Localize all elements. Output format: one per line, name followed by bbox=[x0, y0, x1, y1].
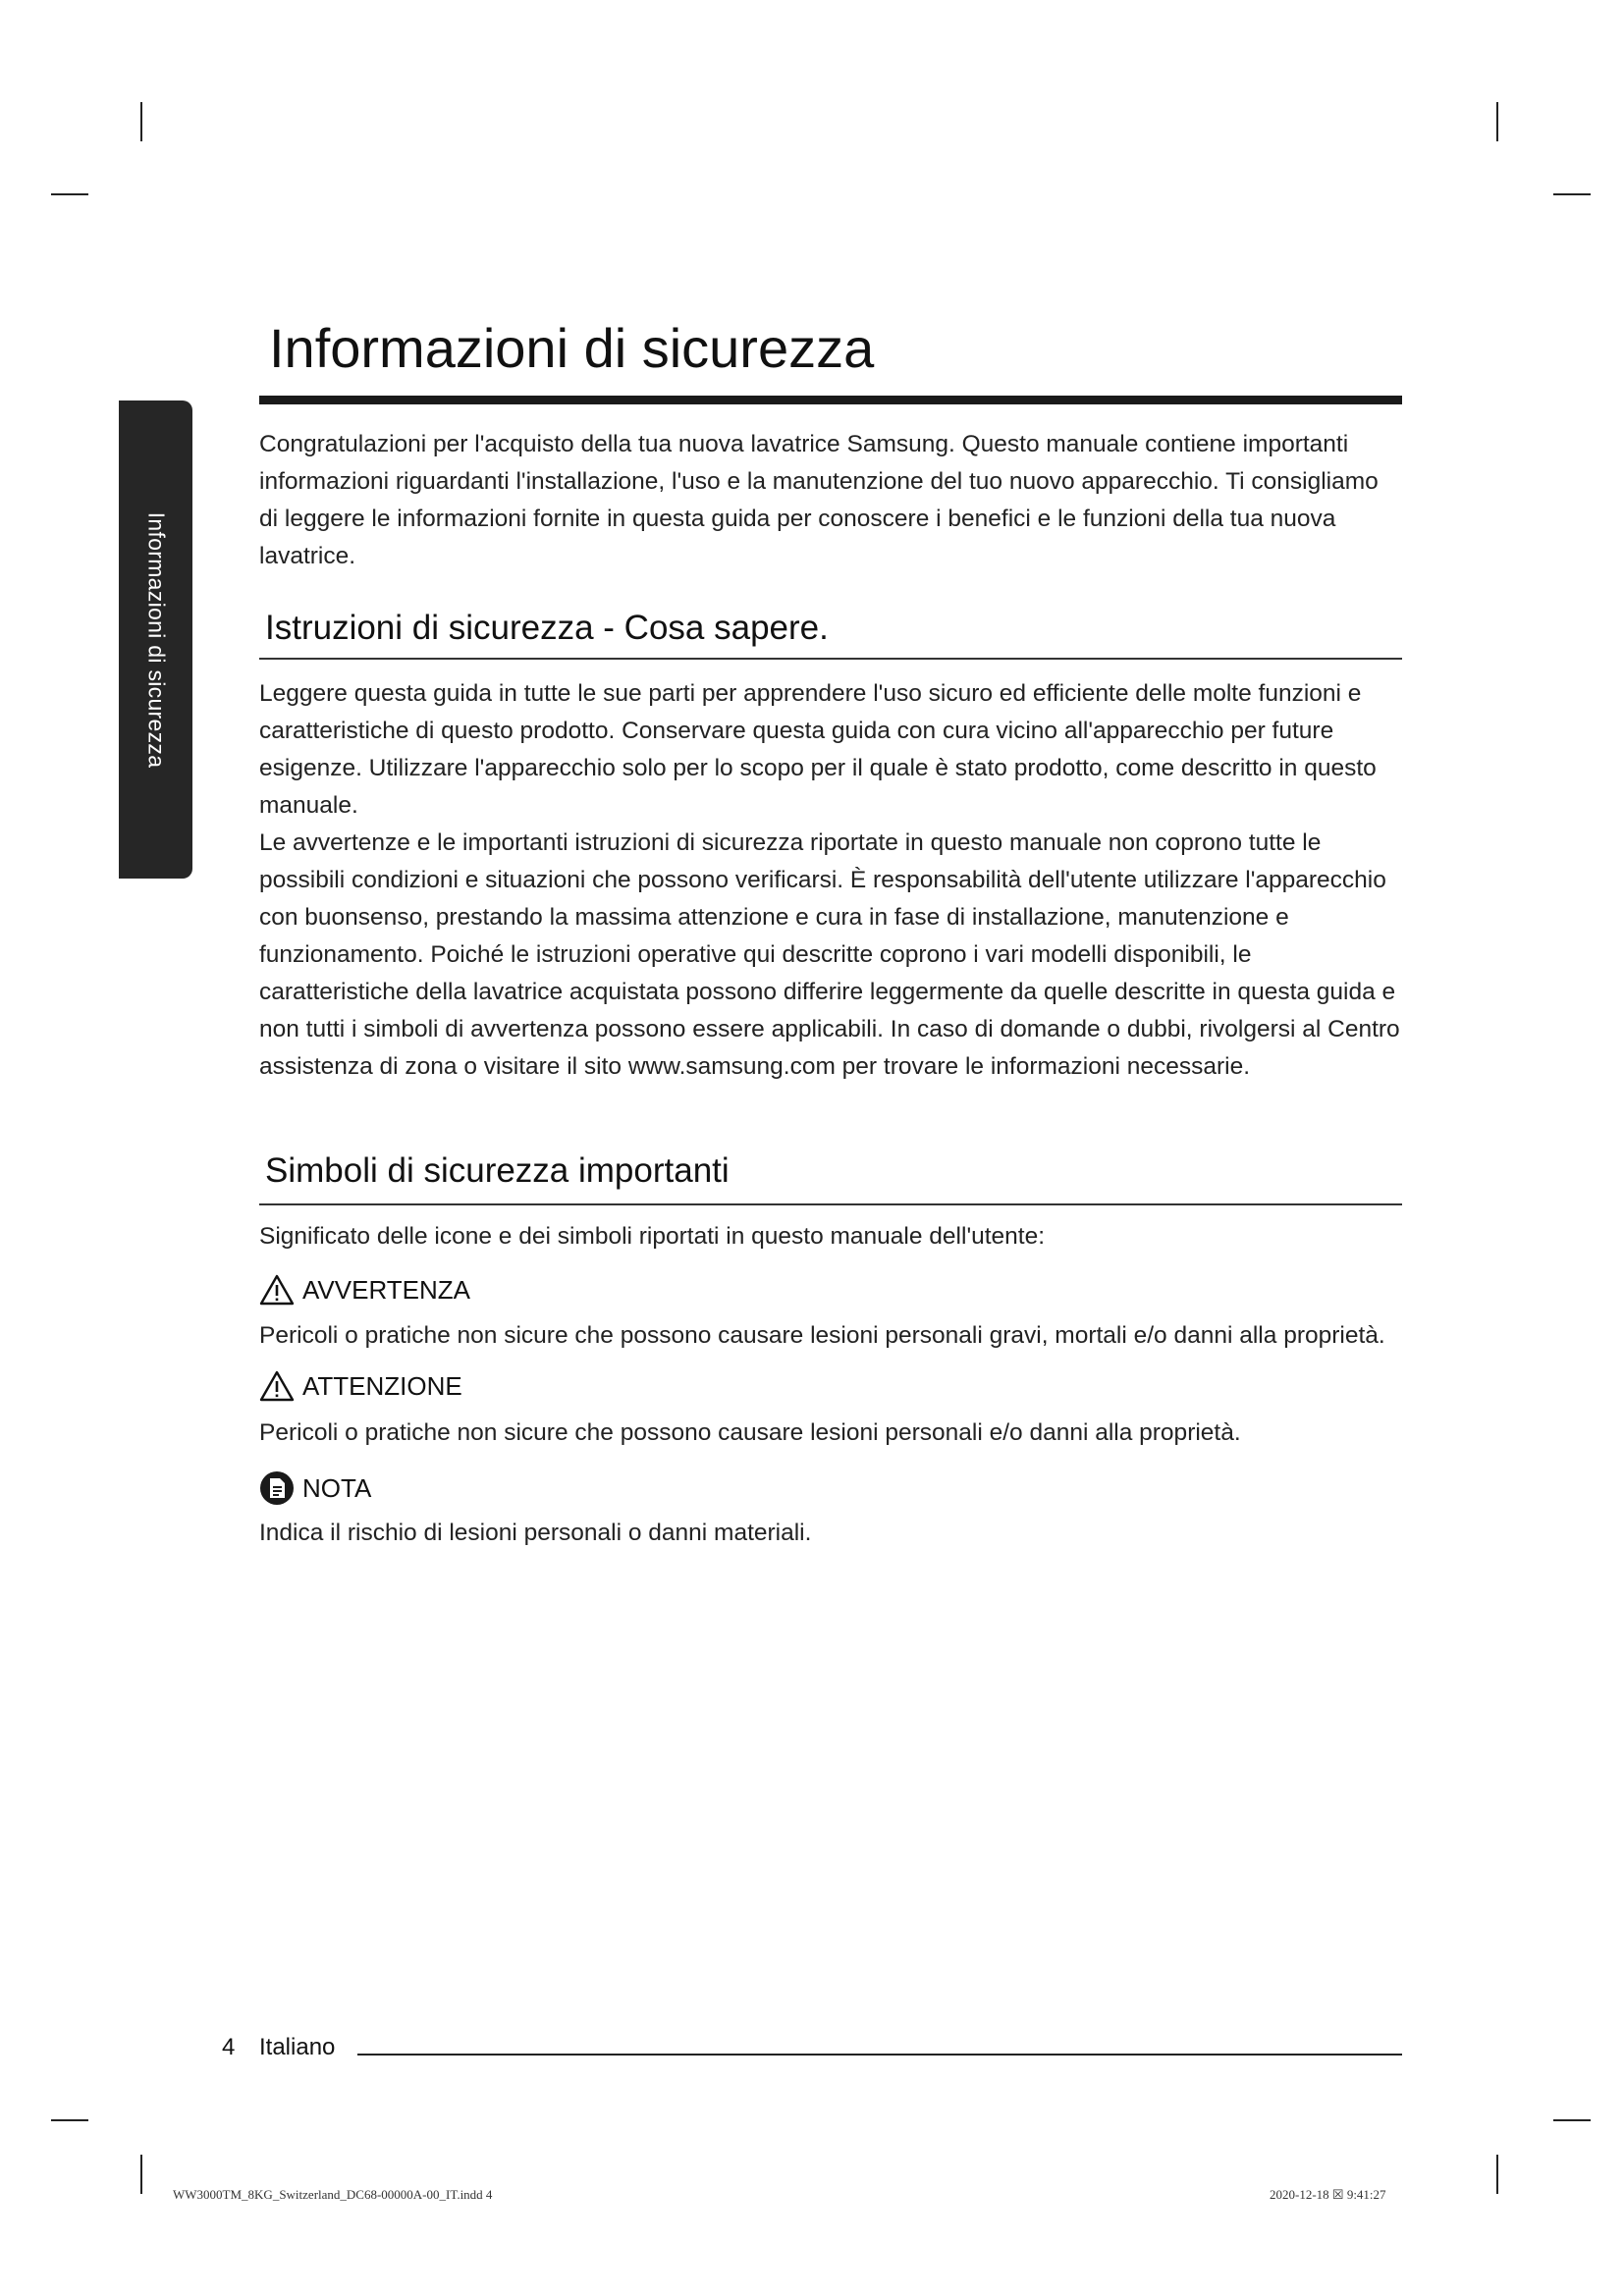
title-rule bbox=[259, 396, 1402, 404]
safety-paragraph-1: Leggere questa guida in tutte le sue parti per apprendere l'uso sicuro ed efficiente delle molte funzioni e caratteristiche di questo prodotto. Conservare questa guida con cura vicino all'apparecchio per future esigenze. Utilizzare l'apparecchio solo per lo scopo per il quale è stato prodotto, come descritto in questo manuale. bbox=[259, 680, 1377, 819]
print-slug-file: WW3000TM_8KG_Switzerland_DC68-00000A-00_IT.indd 4 bbox=[173, 2187, 493, 2202]
warning-triangle-icon bbox=[259, 1274, 295, 1306]
section-heading-safety-symbols: Simboli di sicurezza importanti bbox=[265, 1151, 730, 1190]
intro-block bbox=[259, 426, 1402, 575]
side-section-tab-label: Informazioni di sicurezza bbox=[143, 511, 169, 768]
page-number: 4 bbox=[222, 2034, 236, 2060]
section-heading-rule bbox=[259, 658, 1402, 660]
crop-mark-bottom-left bbox=[51, 2119, 88, 2121]
symbol-description-block bbox=[259, 1515, 1402, 1552]
page-title: Informazioni di sicurezza bbox=[269, 317, 875, 379]
section-heading-rule bbox=[259, 1203, 1402, 1205]
symbol-caution bbox=[259, 1370, 462, 1402]
crop-mark-bottom-left bbox=[140, 2155, 142, 2194]
crop-mark-bottom-right bbox=[1496, 2155, 1498, 2194]
symbol-note bbox=[259, 1470, 371, 1506]
symbol-description: Indica il rischio di lesioni personali o danni materiali. bbox=[259, 1520, 812, 1546]
symbol-label: NOTA bbox=[302, 1472, 372, 1503]
side-section-tab bbox=[119, 400, 192, 879]
symbol-description: Pericoli o pratiche non sicure che possono causare lesioni personali gravi, mortali e/o danni alla proprietà. bbox=[259, 1322, 1385, 1349]
symbols-lead: Significato delle icone e dei simboli riportati in questo manuale dell'utente: bbox=[259, 1223, 1046, 1250]
crop-mark-top-right bbox=[1496, 102, 1498, 141]
symbol-label: AVVERTENZA bbox=[302, 1274, 470, 1305]
note-icon bbox=[259, 1470, 295, 1506]
symbols-lead-block bbox=[259, 1218, 1402, 1255]
crop-mark-top-left bbox=[51, 193, 88, 195]
symbol-label: ATTENZIONE bbox=[302, 1370, 462, 1401]
safety-paragraph-2: Le avvertenze e le importanti istruzioni di sicurezza riportate in questo manuale non coprono tutte le possibili condizioni e situazioni che possono verificarsi. È responsabilità dell'utente utilizzare l'apparecchio con buonsenso, prestando la massima attenzione e cura in fase di installazione, manutenzione e funzionamento. Poiché le istruzioni operative qui descritte coprono i vari modelli disponibili, le caratteristiche della lavatrice acquistata possono differire leggermente da quelle descritte in questa guida e non tutti i simboli di avvertenza possono essere applicabili. In caso di domande o dubbi, rivolgersi al Centro assistenza di zona o visitare il sito www.samsung.com per trovare le informazioni necessarie. bbox=[259, 829, 1400, 1080]
print-slug-timestamp: 2020-12-18 ☒ 9:41:27 bbox=[1270, 2187, 1386, 2202]
crop-mark-bottom-right bbox=[1553, 2119, 1591, 2121]
safety-instructions-body bbox=[259, 675, 1402, 1086]
crop-mark-top-left bbox=[140, 102, 142, 141]
symbol-description-block bbox=[259, 1415, 1402, 1452]
symbol-warning bbox=[259, 1274, 470, 1306]
crop-mark-top-right bbox=[1553, 193, 1591, 195]
footer-rule bbox=[357, 2054, 1402, 2056]
symbol-description-block bbox=[259, 1317, 1402, 1355]
footer-language: Italiano bbox=[259, 2034, 336, 2060]
caution-triangle-icon bbox=[259, 1370, 295, 1402]
intro-paragraph: Congratulazioni per l'acquisto della tua nuova lavatrice Samsung. Questo manuale contiene importanti informazioni riguardanti l'installazione, l'uso e la manutenzione del tuo nuovo apparecchio. Ti consigliamo di leggere le informazioni fornite in questa guida per conoscere i benefici e le funzioni della tua nuova lavatrice. bbox=[259, 431, 1379, 569]
symbol-description: Pericoli o pratiche non sicure che possono causare lesioni personali e/o danni alla proprietà. bbox=[259, 1419, 1241, 1446]
section-heading-safety-instructions: Istruzioni di sicurezza - Cosa sapere. bbox=[265, 609, 829, 647]
